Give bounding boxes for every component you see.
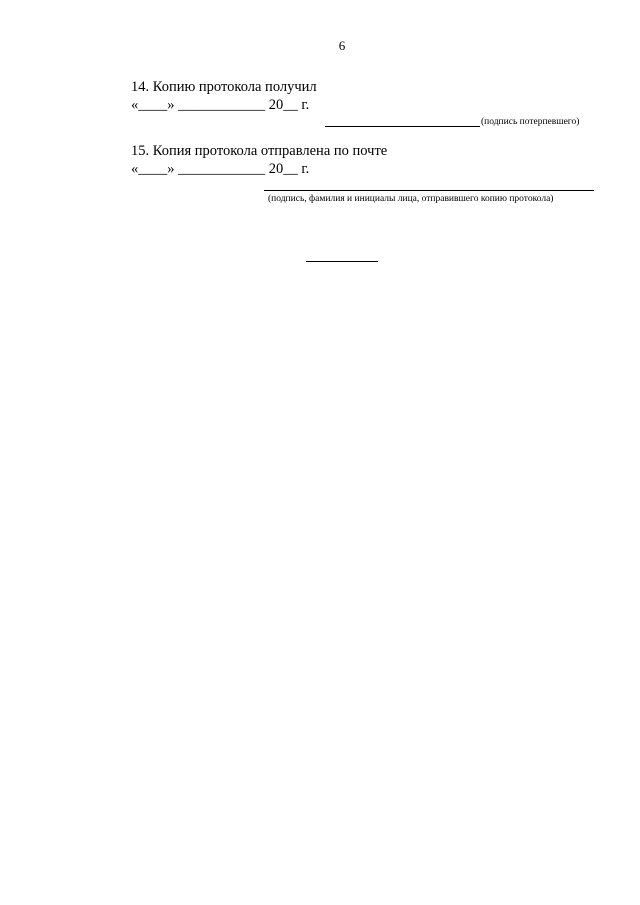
section-15-signature-line [264,190,594,191]
page-number: 6 [338,38,346,53]
section-15-signature-caption: (подпись, фамилия и инициалы лица, отправившего копию протокола) [268,194,554,204]
section-14-signature-line [325,126,480,127]
end-of-document-rule [306,261,378,262]
section-15-date-line: «____» ____________ 20__ г. [131,161,310,177]
section-15-title: 15. Копия протокола отправлена по почте [131,143,388,159]
section-14-title: 14. Копию протокола получил [131,79,317,95]
section-14-date-line: «____» ____________ 20__ г. [131,97,310,113]
section-14-signature-caption: (подпись потерпевшего) [481,117,580,127]
